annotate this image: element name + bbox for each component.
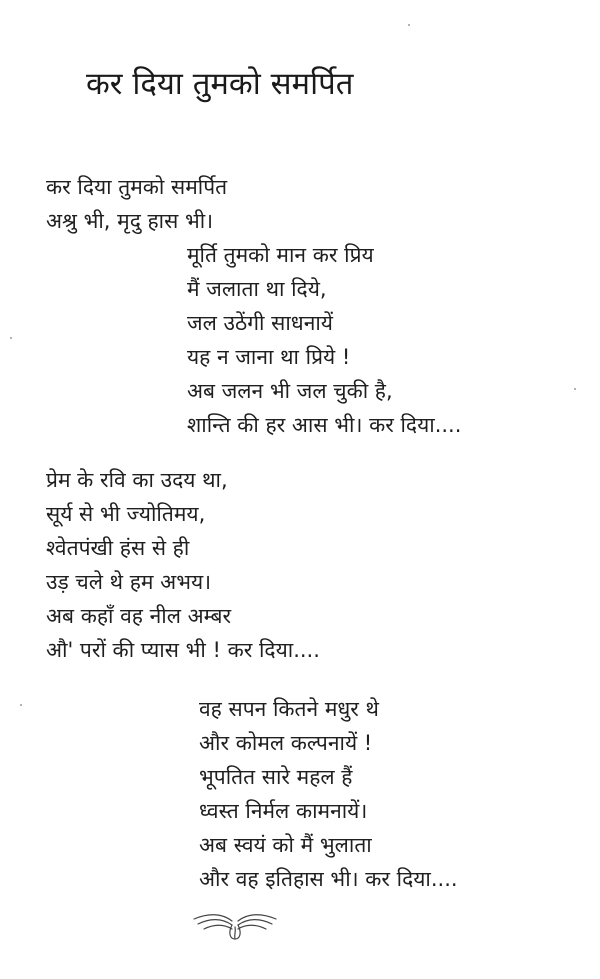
- poem-line: औ' परों की प्यास भी ! कर दिया....: [46, 638, 320, 662]
- stanza-1: [46, 170, 461, 442]
- poem-line: सूर्य से भी ज्योतिमय,: [46, 502, 206, 526]
- poem-line: उड़ चले थे हम अभय।: [46, 570, 212, 594]
- poem-line: प्रेम के रवि का उदय था,: [46, 468, 228, 492]
- poem-line: और वह इतिहास भी। कर दिया....: [199, 867, 458, 891]
- stanza-3: [199, 692, 458, 896]
- poem-line: यह न जाना था प्रिये !: [187, 345, 351, 369]
- poem-line: अश्रु भी, मृदु हास भी।: [46, 209, 214, 233]
- paper-speck: [574, 388, 576, 390]
- poem-line: शान्ति की हर आस भी। कर दिया....: [187, 413, 462, 437]
- poem-line: अब जलन भी जल चुकी है,: [187, 379, 393, 403]
- poem-line: और कोमल कल्पनायें !: [199, 731, 373, 755]
- poem-line: मूर्ति तुमको मान कर प्रिय: [187, 243, 374, 267]
- paper-speck: [10, 337, 12, 339]
- stanza-2: [46, 463, 320, 667]
- poem-line: मैं जलाता था दिये,: [187, 277, 327, 301]
- poem-line: कर दिया तुमको समर्पित: [46, 175, 228, 199]
- poem-line: वह सपन कितने मधुर थे: [199, 697, 379, 721]
- poem-line: जल उठेंगी साधनायें: [187, 311, 333, 335]
- poem-line: अब स्वयं को मैं भुलाता: [199, 833, 372, 857]
- poem-line: श्वेतपंखी हंस से ही: [46, 536, 190, 560]
- poem-title: कर दिया तुमको समर्पित: [86, 66, 354, 102]
- poem-line: भूपतित सारे महल हैं: [199, 765, 353, 789]
- flourish-ornament-icon: [190, 905, 280, 945]
- poem-line: ध्वस्त निर्मल कामनायें।: [199, 799, 368, 823]
- paper-speck: [408, 24, 410, 26]
- paper-speck: [20, 704, 22, 706]
- poem-line: अब कहाँ वह नील अम्बर: [46, 604, 232, 628]
